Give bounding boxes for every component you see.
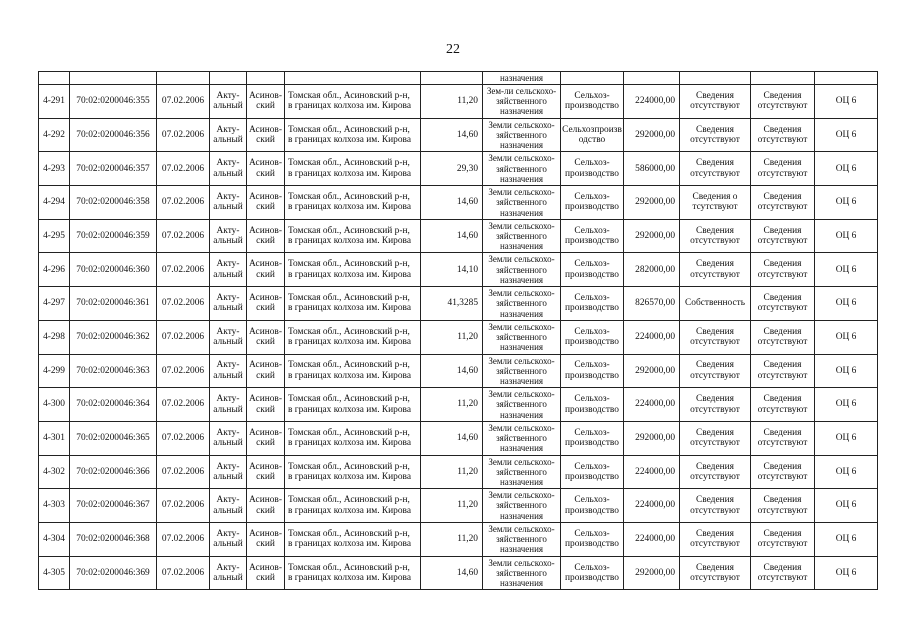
land-category-cell: Земли сельскохо- зяйственного назначения — [483, 489, 561, 523]
rights-cell: Сведения отсутствуют — [680, 489, 751, 523]
area-cell: 11,20 — [421, 455, 483, 489]
permitted-use-cell: Сельхоз- производство — [561, 219, 624, 253]
row-number-cell: 4-297 — [39, 287, 70, 321]
cadastral-number-cell: 70:02:0200046:366 — [70, 455, 157, 489]
rights-cell: Сведения отсутствуют — [680, 320, 751, 354]
land-category-cell: Земли сельскохо- зяйственного назначения — [483, 152, 561, 186]
cadastral-cost-cell: 224000,00 — [624, 85, 680, 119]
permitted-use-cell: Сельхоз- производство — [561, 354, 624, 388]
area-cell: 41,3285 — [421, 287, 483, 321]
continuation-cell — [421, 72, 483, 85]
cadastral-number-cell: 70:02:0200046:360 — [70, 253, 157, 287]
zone-code-cell: ОЦ 6 — [815, 556, 878, 590]
district-cell: Асинов- ский — [247, 556, 285, 590]
table-row — [39, 388, 878, 422]
cadastral-cost-cell: 292000,00 — [624, 556, 680, 590]
continuation-cell — [210, 72, 247, 85]
address-cell: Томская обл., Асиновский р-н, в границах колхоза им. Кирова — [285, 354, 421, 388]
rights-cell: Сведения отсутствуют — [680, 118, 751, 152]
status-cell: Акту- альный — [210, 556, 247, 590]
encumbrance-cell: Сведения отсутствуют — [751, 152, 815, 186]
row-number-cell: 4-305 — [39, 556, 70, 590]
area-cell: 14,60 — [421, 118, 483, 152]
address-cell: Томская обл., Асиновский р-н, в границах колхоза им. Кирова — [285, 320, 421, 354]
cadastral-number-cell: 70:02:0200046:368 — [70, 522, 157, 556]
rights-cell: Сведения отсутствуют — [680, 85, 751, 119]
cadastral-cost-cell: 224000,00 — [624, 455, 680, 489]
continuation-cell — [70, 72, 157, 85]
date-cell: 07.02.2006 — [157, 388, 210, 422]
district-cell: Асинов- ский — [247, 522, 285, 556]
date-cell: 07.02.2006 — [157, 320, 210, 354]
date-cell: 07.02.2006 — [157, 455, 210, 489]
status-cell: Акту- альный — [210, 287, 247, 321]
cadastral-number-cell: 70:02:0200046:365 — [70, 421, 157, 455]
zone-code-cell: ОЦ 6 — [815, 489, 878, 523]
zone-code-cell: ОЦ 6 — [815, 152, 878, 186]
district-cell: Асинов- ский — [247, 253, 285, 287]
district-cell: Асинов- ский — [247, 186, 285, 220]
row-number-cell: 4-299 — [39, 354, 70, 388]
area-cell: 11,20 — [421, 522, 483, 556]
date-cell: 07.02.2006 — [157, 118, 210, 152]
status-cell: Акту- альный — [210, 219, 247, 253]
area-cell: 11,20 — [421, 320, 483, 354]
area-cell: 11,20 — [421, 489, 483, 523]
zone-code-cell: ОЦ 6 — [815, 186, 878, 220]
date-cell: 07.02.2006 — [157, 152, 210, 186]
permitted-use-cell: Сельхоз- производство — [561, 489, 624, 523]
district-cell: Асинов- ский — [247, 118, 285, 152]
rights-cell: Сведения отсутствуют — [680, 253, 751, 287]
area-cell: 11,20 — [421, 388, 483, 422]
permitted-use-cell: Сельхоз- производство — [561, 556, 624, 590]
cadastral-cost-cell: 826570,00 — [624, 287, 680, 321]
cadastral-cost-cell: 292000,00 — [624, 421, 680, 455]
cadastral-cost-cell: 224000,00 — [624, 489, 680, 523]
rights-cell: Сведения отсутствуют — [680, 556, 751, 590]
cadastral-cost-cell: 282000,00 — [624, 253, 680, 287]
permitted-use-cell: Сельхоз- производство — [561, 253, 624, 287]
encumbrance-cell: Сведения отсутствуют — [751, 287, 815, 321]
permitted-use-cell: Сельхоз- производство — [561, 186, 624, 220]
address-cell: Томская обл., Асиновский р-н, в границах колхоза им. Кирова — [285, 186, 421, 220]
row-number-cell: 4-304 — [39, 522, 70, 556]
district-cell: Асинов- ский — [247, 287, 285, 321]
address-cell: Томская обл., Асиновский р-н, в границах колхоза им. Кирова — [285, 118, 421, 152]
status-cell: Акту- альный — [210, 522, 247, 556]
table-row — [39, 152, 878, 186]
land-category-cell: Земли сельскохо- зяйственного назначения — [483, 186, 561, 220]
row-number-cell: 4-300 — [39, 388, 70, 422]
permitted-use-cell: Сельхоз- производство — [561, 421, 624, 455]
land-category-cell: Земли сельскохо- зяйственного назначения — [483, 253, 561, 287]
district-cell: Асинов- ский — [247, 388, 285, 422]
area-cell: 11,20 — [421, 85, 483, 119]
area-cell: 14,60 — [421, 556, 483, 590]
encumbrance-cell: Сведения отсутствуют — [751, 219, 815, 253]
continuation-cell — [751, 72, 815, 85]
rights-cell: Сведения отсутствуют — [680, 522, 751, 556]
address-cell: Томская обл., Асиновский р-н, в границах колхоза им. Кирова — [285, 219, 421, 253]
district-cell: Асинов- ский — [247, 354, 285, 388]
permitted-use-cell: Сельхоз- производство — [561, 388, 624, 422]
row-number-cell: 4-302 — [39, 455, 70, 489]
permitted-use-cell: Сельхоз- производство — [561, 287, 624, 321]
address-cell: Томская обл., Асиновский р-н, в границах колхоза им. Кирова — [285, 85, 421, 119]
row-number-cell: 4-292 — [39, 118, 70, 152]
cadastral-cost-cell: 292000,00 — [624, 219, 680, 253]
encumbrance-cell: Сведения отсутствуют — [751, 556, 815, 590]
permitted-use-cell: Сельхоз- производство — [561, 85, 624, 119]
table-body — [39, 72, 878, 590]
cadastral-cost-cell: 224000,00 — [624, 320, 680, 354]
row-number-cell: 4-303 — [39, 489, 70, 523]
rights-cell: Сведения отсутствуют — [680, 455, 751, 489]
area-cell: 14,10 — [421, 253, 483, 287]
date-cell: 07.02.2006 — [157, 354, 210, 388]
address-cell: Томская обл., Асиновский р-н, в границах колхоза им. Кирова — [285, 556, 421, 590]
status-cell: Акту- альный — [210, 253, 247, 287]
table-row — [39, 118, 878, 152]
encumbrance-cell: Сведения отсутствуют — [751, 85, 815, 119]
land-category-cell: Земли сельскохо- зяйственного назначения — [483, 320, 561, 354]
address-cell: Томская обл., Асиновский р-н, в границах колхоза им. Кирова — [285, 489, 421, 523]
rights-cell: Сведения отсутствуют — [680, 152, 751, 186]
zone-code-cell: ОЦ 6 — [815, 287, 878, 321]
cadastral-cost-cell: 292000,00 — [624, 354, 680, 388]
zone-code-cell: ОЦ 6 — [815, 253, 878, 287]
page-number: 22 — [446, 42, 460, 57]
zone-code-cell: ОЦ 6 — [815, 85, 878, 119]
rights-cell: Сведения отсутствуют — [680, 354, 751, 388]
district-cell: Асинов- ский — [247, 320, 285, 354]
land-category-cell: Земли сельскохо- зяйственного назначения — [483, 522, 561, 556]
land-category-cell: Земли сельскохо- зяйственного назначения — [483, 219, 561, 253]
encumbrance-cell: Сведения отсутствуют — [751, 186, 815, 220]
address-cell: Томская обл., Асиновский р-н, в границах колхоза им. Кирова — [285, 152, 421, 186]
cadastral-number-cell: 70:02:0200046:362 — [70, 320, 157, 354]
date-cell: 07.02.2006 — [157, 186, 210, 220]
date-cell: 07.02.2006 — [157, 287, 210, 321]
status-cell: Акту- альный — [210, 320, 247, 354]
cadastral-number-cell: 70:02:0200046:364 — [70, 388, 157, 422]
rights-cell: Сведения отсутствуют — [680, 421, 751, 455]
land-category-cell: Земли сельскохо- зяйственного назначения — [483, 556, 561, 590]
address-cell: Томская обл., Асиновский р-н, в границах колхоза им. Кирова — [285, 287, 421, 321]
status-cell: Акту- альный — [210, 85, 247, 119]
district-cell: Асинов- ский — [247, 421, 285, 455]
address-cell: Томская обл., Асиновский р-н, в границах колхоза им. Кирова — [285, 388, 421, 422]
row-number-cell: 4-296 — [39, 253, 70, 287]
continuation-cell — [157, 72, 210, 85]
cadastral-number-cell: 70:02:0200046:361 — [70, 287, 157, 321]
encumbrance-cell: Сведения отсутствуют — [751, 118, 815, 152]
continuation-cell — [680, 72, 751, 85]
cadastral-cost-cell: 224000,00 — [624, 522, 680, 556]
zone-code-cell: ОЦ 6 — [815, 354, 878, 388]
date-cell: 07.02.2006 — [157, 85, 210, 119]
cadastral-number-cell: 70:02:0200046:359 — [70, 219, 157, 253]
cadastral-number-cell: 70:02:0200046:363 — [70, 354, 157, 388]
row-number-cell: 4-298 — [39, 320, 70, 354]
table-row — [39, 85, 878, 119]
table-row — [39, 455, 878, 489]
district-cell: Асинов- ский — [247, 489, 285, 523]
zone-code-cell: ОЦ 6 — [815, 219, 878, 253]
status-cell: Акту- альный — [210, 152, 247, 186]
encumbrance-cell: Сведения отсутствуют — [751, 421, 815, 455]
permitted-use-cell: Сельхоз- производство — [561, 522, 624, 556]
table-row — [39, 320, 878, 354]
cadastral-number-cell: 70:02:0200046:357 — [70, 152, 157, 186]
status-cell: Акту- альный — [210, 455, 247, 489]
address-cell: Томская обл., Асиновский р-н, в границах колхоза им. Кирова — [285, 455, 421, 489]
row-number-cell: 4-294 — [39, 186, 70, 220]
row-number-cell: 4-291 — [39, 85, 70, 119]
zone-code-cell: ОЦ 6 — [815, 421, 878, 455]
encumbrance-cell: Сведения отсутствуют — [751, 320, 815, 354]
continuation-cell: назначения — [483, 72, 561, 85]
date-cell: 07.02.2006 — [157, 253, 210, 287]
table-row — [39, 186, 878, 220]
continuation-cell — [39, 72, 70, 85]
cadastral-number-cell: 70:02:0200046:356 — [70, 118, 157, 152]
cadastral-number-cell: 70:02:0200046:369 — [70, 556, 157, 590]
district-cell: Асинов- ский — [247, 152, 285, 186]
zone-code-cell: ОЦ 6 — [815, 522, 878, 556]
land-category-cell: Зем-ли сельскохо- зяйственного назначения — [483, 85, 561, 119]
table-row — [39, 219, 878, 253]
continuation-cell — [247, 72, 285, 85]
land-category-cell: Земли сельскохо- зяйственного назначения — [483, 421, 561, 455]
continuation-cell — [561, 72, 624, 85]
encumbrance-cell: Сведения отсутствуют — [751, 388, 815, 422]
table-row — [39, 556, 878, 590]
date-cell: 07.02.2006 — [157, 522, 210, 556]
land-category-cell: Земли сельскохо- зяйственного назначения — [483, 287, 561, 321]
address-cell: Томская обл., Асиновский р-н, в границах колхоза им. Кирова — [285, 522, 421, 556]
land-category-cell: Земли сельскохо- зяйственного назначения — [483, 118, 561, 152]
land-plot-register-table — [38, 71, 878, 590]
table-row — [39, 421, 878, 455]
table-row — [39, 287, 878, 321]
area-cell: 14,60 — [421, 421, 483, 455]
cadastral-number-cell: 70:02:0200046:367 — [70, 489, 157, 523]
permitted-use-cell: Сельхозпроизв одство — [561, 118, 624, 152]
land-category-cell: Земли сельскохо- зяйственного назначения — [483, 388, 561, 422]
area-cell: 14,60 — [421, 219, 483, 253]
continuation-cell — [285, 72, 421, 85]
rights-cell: Сведения о тсутствуют — [680, 186, 751, 220]
cadastral-cost-cell: 224000,00 — [624, 388, 680, 422]
permitted-use-cell: Сельхоз- производство — [561, 320, 624, 354]
zone-code-cell: ОЦ 6 — [815, 455, 878, 489]
encumbrance-cell: Сведения отсутствуют — [751, 455, 815, 489]
continuation-row — [39, 72, 878, 85]
status-cell: Акту- альный — [210, 489, 247, 523]
date-cell: 07.02.2006 — [157, 489, 210, 523]
cadastral-cost-cell: 586000,00 — [624, 152, 680, 186]
table-row — [39, 489, 878, 523]
encumbrance-cell: Сведения отсутствуют — [751, 354, 815, 388]
continuation-cell — [815, 72, 878, 85]
table-row — [39, 354, 878, 388]
area-cell: 29,30 — [421, 152, 483, 186]
status-cell: Акту- альный — [210, 186, 247, 220]
status-cell: Акту- альный — [210, 388, 247, 422]
date-cell: 07.02.2006 — [157, 556, 210, 590]
area-cell: 14,60 — [421, 354, 483, 388]
table-row — [39, 253, 878, 287]
district-cell: Асинов- ский — [247, 85, 285, 119]
land-category-cell: Земли сельскохо- зяйственного назначения — [483, 354, 561, 388]
cadastral-number-cell: 70:02:0200046:355 — [70, 85, 157, 119]
cadastral-cost-cell: 292000,00 — [624, 186, 680, 220]
district-cell: Асинов- ский — [247, 455, 285, 489]
permitted-use-cell: Сельхоз- производство — [561, 455, 624, 489]
rights-cell: Сведения отсутствуют — [680, 219, 751, 253]
row-number-cell: 4-295 — [39, 219, 70, 253]
date-cell: 07.02.2006 — [157, 219, 210, 253]
land-category-cell: Земли сельскохо- зяйственного назначения — [483, 455, 561, 489]
encumbrance-cell: Сведения отсутствуют — [751, 522, 815, 556]
zone-code-cell: ОЦ 6 — [815, 320, 878, 354]
status-cell: Акту- альный — [210, 118, 247, 152]
rights-cell: Собственность — [680, 287, 751, 321]
date-cell: 07.02.2006 — [157, 421, 210, 455]
table-row — [39, 522, 878, 556]
continuation-cell — [624, 72, 680, 85]
row-number-cell: 4-293 — [39, 152, 70, 186]
cadastral-cost-cell: 292000,00 — [624, 118, 680, 152]
cadastral-number-cell: 70:02:0200046:358 — [70, 186, 157, 220]
district-cell: Асинов- ский — [247, 219, 285, 253]
address-cell: Томская обл., Асиновский р-н, в границах колхоза им. Кирова — [285, 421, 421, 455]
row-number-cell: 4-301 — [39, 421, 70, 455]
area-cell: 14,60 — [421, 186, 483, 220]
rights-cell: Сведения отсутствуют — [680, 388, 751, 422]
encumbrance-cell: Сведения отсутствуют — [751, 489, 815, 523]
zone-code-cell: ОЦ 6 — [815, 388, 878, 422]
zone-code-cell: ОЦ 6 — [815, 118, 878, 152]
address-cell: Томская обл., Асиновский р-н, в границах колхоза им. Кирова — [285, 253, 421, 287]
status-cell: Акту- альный — [210, 354, 247, 388]
status-cell: Акту- альный — [210, 421, 247, 455]
permitted-use-cell: Сельхоз- производство — [561, 152, 624, 186]
encumbrance-cell: Сведения отсутствуют — [751, 253, 815, 287]
